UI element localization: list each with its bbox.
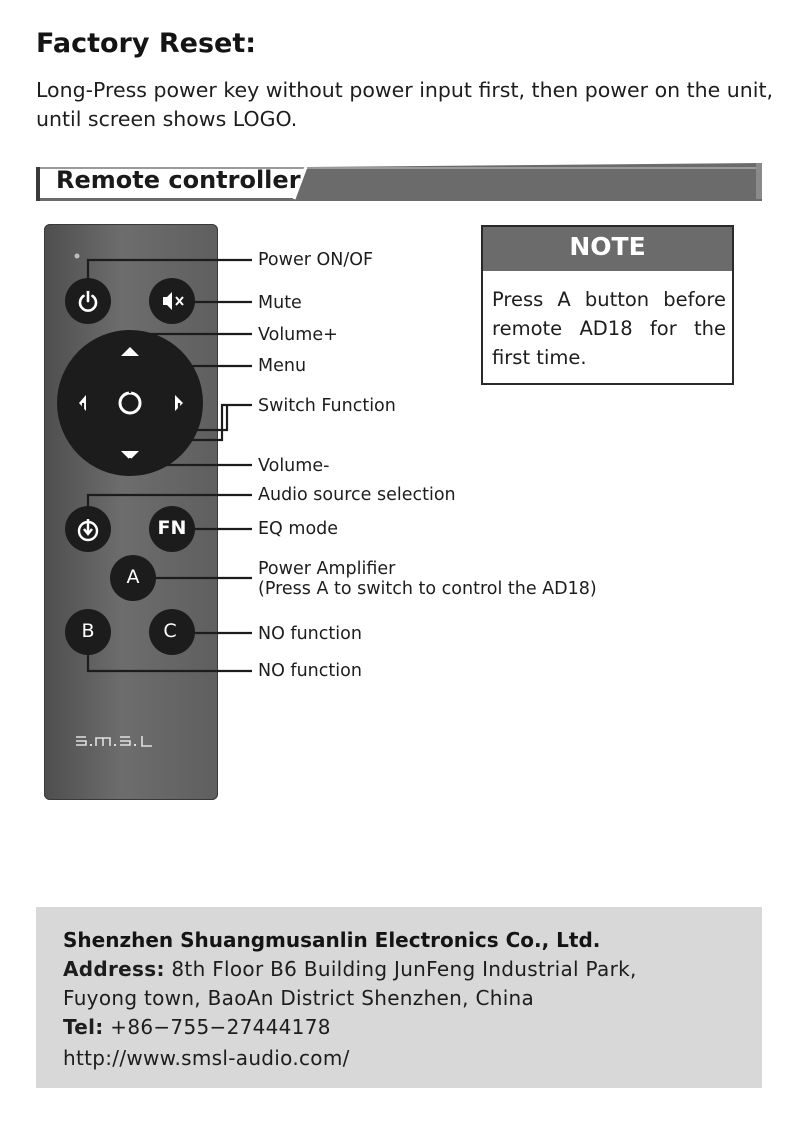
factory-reset-text: Long-Press power key without power input first, then power on the unit, until screen shows LOGO. bbox=[36, 78, 774, 131]
c-button-label[interactable]: C bbox=[163, 620, 177, 642]
label-power-amplifier-note: (Press A to switch to control the AD18) bbox=[258, 579, 597, 599]
label-switch-function: Switch Function bbox=[258, 396, 396, 416]
label-audio-source: Audio source selection bbox=[258, 485, 456, 505]
label-power-amplifier: Power Amplifier bbox=[258, 559, 396, 579]
factory-reset-heading: Factory Reset: bbox=[36, 28, 257, 59]
label-no-function-b: NO function bbox=[258, 661, 362, 681]
address-text: 8th Floor B6 Building JunFeng Industrial Park, bbox=[164, 957, 637, 981]
address-label: Address: bbox=[63, 957, 165, 981]
b-button-label[interactable]: B bbox=[81, 620, 95, 642]
footer-tel bbox=[63, 1015, 331, 1039]
label-no-function-c: NO function bbox=[258, 624, 362, 644]
note-title: NOTE bbox=[569, 232, 646, 261]
fn-button-label[interactable]: FN bbox=[157, 517, 187, 539]
led-indicator bbox=[75, 254, 80, 259]
label-volume-up: Volume+ bbox=[258, 325, 338, 345]
label-menu: Menu bbox=[258, 356, 307, 376]
footer-website[interactable]: http://www.smsl-audio.com/ bbox=[63, 1046, 350, 1070]
footer-company: Shenzhen Shuangmusanlin Electronics Co., Ltd. bbox=[63, 928, 601, 952]
label-eq-mode: EQ mode bbox=[258, 519, 339, 539]
smsl-logo bbox=[76, 736, 152, 746]
section-title: Remote controller bbox=[56, 166, 301, 194]
note-text: Press A button before remote AD18 for the first time. bbox=[492, 288, 726, 369]
label-power: Power ON/OF bbox=[258, 250, 374, 270]
footer-address-line1 bbox=[63, 957, 637, 981]
footer-address-line2: Fuyong town, BaoAn District Shenzhen, China bbox=[63, 986, 535, 1010]
a-button-label[interactable]: A bbox=[126, 566, 140, 588]
tel-number: +86−755−27444178 bbox=[103, 1015, 331, 1039]
tel-label: Tel: bbox=[63, 1015, 104, 1039]
label-volume-down: Volume- bbox=[258, 456, 330, 476]
label-mute: Mute bbox=[258, 293, 302, 313]
